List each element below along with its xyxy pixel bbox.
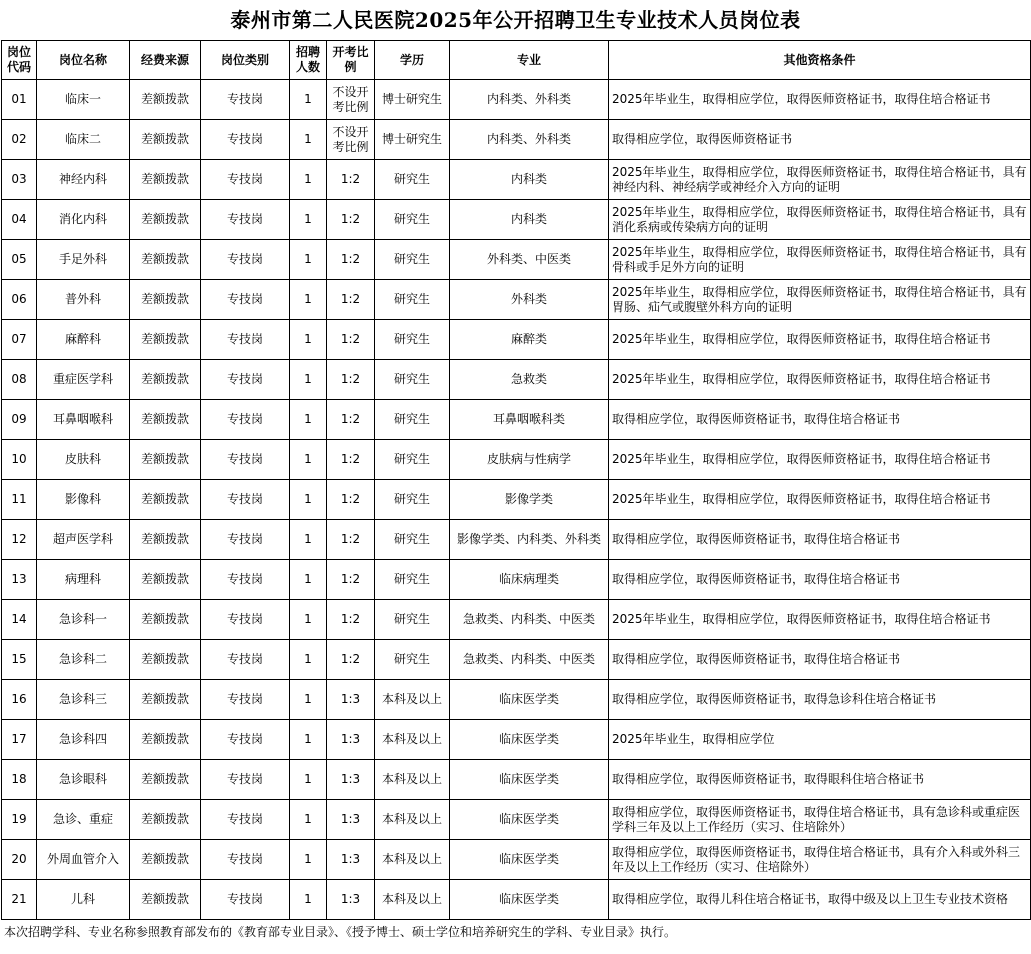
cell-education: 研究生 xyxy=(375,440,450,480)
cell-major: 外科类、中医类 xyxy=(450,240,609,280)
footnote: 本次招聘学科、专业名称参照教育部发布的《教育部专业目录》、《授予博士、硕士学位和培养研究生的学科、专业目录》执行。 xyxy=(4,925,677,939)
cell-name: 急诊科二 xyxy=(37,640,130,680)
cell-ratio: 不设开考比例 xyxy=(327,120,375,160)
cell-conditions: 2025年毕业生，取得相应学位，取得医师资格证书，取得住培合格证书 xyxy=(609,440,1031,480)
cell-code: 19 xyxy=(2,800,37,840)
cell-count: 1 xyxy=(290,200,327,240)
cell-ratio: 1:2 xyxy=(327,600,375,640)
cell-conditions: 取得相应学位，取得医师资格证书，取得住培合格证书 xyxy=(609,520,1031,560)
table-row xyxy=(2,480,1031,520)
cell-education: 研究生 xyxy=(375,560,450,600)
cell-category: 专技岗 xyxy=(201,520,290,560)
table-row xyxy=(2,360,1031,400)
cell-education: 本科及以上 xyxy=(375,760,450,800)
table-row xyxy=(2,760,1031,800)
cell-major: 影像学类、内科类、外科类 xyxy=(450,520,609,560)
cell-education: 本科及以上 xyxy=(375,800,450,840)
cell-category: 专技岗 xyxy=(201,800,290,840)
cell-name: 儿科 xyxy=(37,880,130,920)
cell-code: 16 xyxy=(2,680,37,720)
cell-major: 内科类 xyxy=(450,160,609,200)
cell-major: 影像学类 xyxy=(450,480,609,520)
table-row xyxy=(2,680,1031,720)
cell-education: 本科及以上 xyxy=(375,680,450,720)
header-major: 专业 xyxy=(450,41,609,80)
cell-major: 临床医学类 xyxy=(450,720,609,760)
cell-count: 1 xyxy=(290,440,327,480)
cell-major: 临床医学类 xyxy=(450,760,609,800)
cell-funding: 差额拨款 xyxy=(130,280,201,320)
cell-funding: 差额拨款 xyxy=(130,640,201,680)
cell-code: 20 xyxy=(2,840,37,880)
cell-funding: 差额拨款 xyxy=(130,880,201,920)
cell-name: 麻醉科 xyxy=(37,320,130,360)
header-count: 招聘人数 xyxy=(290,41,327,80)
cell-category: 专技岗 xyxy=(201,560,290,600)
cell-name: 急诊、重症 xyxy=(37,800,130,840)
cell-conditions: 2025年毕业生，取得相应学位，取得医师资格证书，取得住培合格证书，具有消化系病或传染病方向的证明 xyxy=(609,200,1031,240)
cell-funding: 差额拨款 xyxy=(130,200,201,240)
cell-name: 普外科 xyxy=(37,280,130,320)
page-title: 泰州市第二人民医院2025年公开招聘卫生专业技术人员岗位表 xyxy=(230,8,801,32)
cell-category: 专技岗 xyxy=(201,880,290,920)
cell-name: 手足外科 xyxy=(37,240,130,280)
cell-category: 专技岗 xyxy=(201,120,290,160)
cell-education: 博士研究生 xyxy=(375,120,450,160)
cell-education: 博士研究生 xyxy=(375,80,450,120)
cell-count: 1 xyxy=(290,280,327,320)
table-row xyxy=(2,200,1031,240)
cell-count: 1 xyxy=(290,480,327,520)
cell-major: 临床医学类 xyxy=(450,880,609,920)
cell-conditions: 2025年毕业生，取得相应学位，取得医师资格证书，取得住培合格证书 xyxy=(609,320,1031,360)
cell-code: 15 xyxy=(2,640,37,680)
cell-category: 专技岗 xyxy=(201,200,290,240)
table-row xyxy=(2,720,1031,760)
cell-conditions: 取得相应学位，取得医师资格证书，取得住培合格证书，具有介入科或外科三年及以上工作经历（实习、住培除外） xyxy=(609,840,1031,880)
cell-education: 研究生 xyxy=(375,480,450,520)
cell-funding: 差额拨款 xyxy=(130,240,201,280)
cell-name: 消化内科 xyxy=(37,200,130,240)
table-row xyxy=(2,320,1031,360)
table-row xyxy=(2,400,1031,440)
cell-name: 重症医学科 xyxy=(37,360,130,400)
cell-code: 04 xyxy=(2,200,37,240)
cell-code: 14 xyxy=(2,600,37,640)
cell-count: 1 xyxy=(290,320,327,360)
cell-name: 急诊科四 xyxy=(37,720,130,760)
cell-education: 研究生 xyxy=(375,400,450,440)
cell-conditions: 2025年毕业生，取得相应学位，取得医师资格证书，取得住培合格证书，具有神经内科、神经病学或神经介入方向的证明 xyxy=(609,160,1031,200)
cell-education: 研究生 xyxy=(375,240,450,280)
cell-education: 本科及以上 xyxy=(375,880,450,920)
cell-name: 超声医学科 xyxy=(37,520,130,560)
cell-name: 外周血管介入 xyxy=(37,840,130,880)
cell-name: 病理科 xyxy=(37,560,130,600)
cell-conditions: 取得相应学位，取得医师资格证书，取得住培合格证书 xyxy=(609,560,1031,600)
table-row xyxy=(2,600,1031,640)
cell-name: 神经内科 xyxy=(37,160,130,200)
cell-code: 03 xyxy=(2,160,37,200)
cell-code: 02 xyxy=(2,120,37,160)
cell-education: 研究生 xyxy=(375,200,450,240)
cell-category: 专技岗 xyxy=(201,640,290,680)
cell-funding: 差额拨款 xyxy=(130,320,201,360)
cell-ratio: 1:3 xyxy=(327,760,375,800)
table-row xyxy=(2,120,1031,160)
cell-major: 临床医学类 xyxy=(450,840,609,880)
cell-code: 10 xyxy=(2,440,37,480)
header-ratio: 开考比例 xyxy=(327,41,375,80)
cell-education: 研究生 xyxy=(375,600,450,640)
cell-ratio: 1:2 xyxy=(327,480,375,520)
cell-ratio: 1:2 xyxy=(327,280,375,320)
cell-conditions: 取得相应学位，取得医师资格证书，取得住培合格证书，具有急诊科或重症医学科三年及以上工作经历（实习、住培除外） xyxy=(609,800,1031,840)
cell-count: 1 xyxy=(290,80,327,120)
cell-major: 临床医学类 xyxy=(450,680,609,720)
cell-category: 专技岗 xyxy=(201,160,290,200)
cell-count: 1 xyxy=(290,360,327,400)
header-category: 岗位类别 xyxy=(201,41,290,80)
cell-funding: 差额拨款 xyxy=(130,160,201,200)
cell-funding: 差额拨款 xyxy=(130,80,201,120)
cell-conditions: 取得相应学位，取得医师资格证书 xyxy=(609,120,1031,160)
cell-category: 专技岗 xyxy=(201,240,290,280)
cell-count: 1 xyxy=(290,600,327,640)
cell-name: 急诊科三 xyxy=(37,680,130,720)
table-row xyxy=(2,520,1031,560)
header-conditions: 其他资格条件 xyxy=(609,41,1031,80)
cell-major: 耳鼻咽喉科类 xyxy=(450,400,609,440)
cell-category: 专技岗 xyxy=(201,280,290,320)
cell-count: 1 xyxy=(290,560,327,600)
cell-ratio: 1:2 xyxy=(327,440,375,480)
cell-education: 研究生 xyxy=(375,320,450,360)
cell-category: 专技岗 xyxy=(201,600,290,640)
cell-count: 1 xyxy=(290,840,327,880)
cell-education: 本科及以上 xyxy=(375,840,450,880)
header-funding: 经费来源 xyxy=(130,41,201,80)
cell-category: 专技岗 xyxy=(201,840,290,880)
cell-education: 研究生 xyxy=(375,520,450,560)
cell-code: 11 xyxy=(2,480,37,520)
cell-funding: 差额拨款 xyxy=(130,720,201,760)
cell-major: 急救类 xyxy=(450,360,609,400)
cell-count: 1 xyxy=(290,680,327,720)
cell-major: 急救类、内科类、中医类 xyxy=(450,640,609,680)
cell-code: 05 xyxy=(2,240,37,280)
cell-count: 1 xyxy=(290,720,327,760)
cell-category: 专技岗 xyxy=(201,720,290,760)
cell-funding: 差额拨款 xyxy=(130,800,201,840)
cell-category: 专技岗 xyxy=(201,320,290,360)
cell-major: 内科类 xyxy=(450,200,609,240)
cell-education: 研究生 xyxy=(375,280,450,320)
cell-count: 1 xyxy=(290,880,327,920)
cell-code: 21 xyxy=(2,880,37,920)
cell-code: 06 xyxy=(2,280,37,320)
cell-ratio: 1:3 xyxy=(327,680,375,720)
cell-ratio: 1:2 xyxy=(327,360,375,400)
cell-conditions: 取得相应学位，取得医师资格证书，取得住培合格证书 xyxy=(609,640,1031,680)
cell-conditions: 2025年毕业生，取得相应学位，取得医师资格证书，取得住培合格证书 xyxy=(609,80,1031,120)
cell-ratio: 1:2 xyxy=(327,400,375,440)
cell-funding: 差额拨款 xyxy=(130,840,201,880)
cell-category: 专技岗 xyxy=(201,680,290,720)
cell-category: 专技岗 xyxy=(201,80,290,120)
cell-name: 临床一 xyxy=(37,80,130,120)
cell-category: 专技岗 xyxy=(201,480,290,520)
positions-table xyxy=(1,40,1031,920)
cell-code: 09 xyxy=(2,400,37,440)
cell-category: 专技岗 xyxy=(201,400,290,440)
cell-conditions: 2025年毕业生，取得相应学位，取得医师资格证书，取得住培合格证书，具有骨科或手足外方向的证明 xyxy=(609,240,1031,280)
table-row xyxy=(2,880,1031,920)
cell-conditions: 取得相应学位，取得医师资格证书，取得急诊科住培合格证书 xyxy=(609,680,1031,720)
cell-count: 1 xyxy=(290,120,327,160)
cell-funding: 差额拨款 xyxy=(130,600,201,640)
cell-education: 研究生 xyxy=(375,640,450,680)
cell-ratio: 1:2 xyxy=(327,560,375,600)
header-name: 岗位名称 xyxy=(37,41,130,80)
cell-funding: 差额拨款 xyxy=(130,520,201,560)
header-education: 学历 xyxy=(375,41,450,80)
cell-funding: 差额拨款 xyxy=(130,760,201,800)
table-row xyxy=(2,640,1031,680)
cell-ratio: 不设开考比例 xyxy=(327,80,375,120)
cell-conditions: 2025年毕业生，取得相应学位，取得医师资格证书，取得住培合格证书 xyxy=(609,480,1031,520)
cell-name: 皮肤科 xyxy=(37,440,130,480)
cell-conditions: 2025年毕业生，取得相应学位，取得医师资格证书，取得住培合格证书 xyxy=(609,360,1031,400)
cell-category: 专技岗 xyxy=(201,440,290,480)
cell-funding: 差额拨款 xyxy=(130,120,201,160)
table-header-row xyxy=(2,41,1031,80)
cell-education: 本科及以上 xyxy=(375,720,450,760)
cell-ratio: 1:2 xyxy=(327,320,375,360)
cell-name: 急诊科一 xyxy=(37,600,130,640)
cell-count: 1 xyxy=(290,760,327,800)
cell-ratio: 1:3 xyxy=(327,840,375,880)
cell-conditions: 2025年毕业生，取得相应学位 xyxy=(609,720,1031,760)
table-row xyxy=(2,840,1031,880)
table-row xyxy=(2,280,1031,320)
cell-ratio: 1:2 xyxy=(327,200,375,240)
cell-funding: 差额拨款 xyxy=(130,360,201,400)
cell-funding: 差额拨款 xyxy=(130,680,201,720)
cell-category: 专技岗 xyxy=(201,360,290,400)
cell-count: 1 xyxy=(290,400,327,440)
table-row xyxy=(2,560,1031,600)
cell-education: 研究生 xyxy=(375,160,450,200)
table-row xyxy=(2,440,1031,480)
cell-funding: 差额拨款 xyxy=(130,560,201,600)
cell-code: 18 xyxy=(2,760,37,800)
cell-major: 内科类、外科类 xyxy=(450,80,609,120)
cell-conditions: 2025年毕业生，取得相应学位，取得医师资格证书，取得住培合格证书，具有胃肠、疝气或腹壁外科方向的证明 xyxy=(609,280,1031,320)
cell-major: 外科类 xyxy=(450,280,609,320)
cell-ratio: 1:2 xyxy=(327,640,375,680)
cell-name: 临床二 xyxy=(37,120,130,160)
cell-conditions: 取得相应学位，取得医师资格证书，取得眼科住培合格证书 xyxy=(609,760,1031,800)
cell-major: 临床病理类 xyxy=(450,560,609,600)
cell-funding: 差额拨款 xyxy=(130,480,201,520)
table-row xyxy=(2,800,1031,840)
cell-count: 1 xyxy=(290,240,327,280)
cell-ratio: 1:2 xyxy=(327,520,375,560)
table-row xyxy=(2,160,1031,200)
cell-name: 耳鼻咽喉科 xyxy=(37,400,130,440)
cell-code: 13 xyxy=(2,560,37,600)
cell-major: 内科类、外科类 xyxy=(450,120,609,160)
cell-ratio: 1:2 xyxy=(327,240,375,280)
cell-count: 1 xyxy=(290,160,327,200)
cell-education: 研究生 xyxy=(375,360,450,400)
cell-conditions: 取得相应学位，取得医师资格证书，取得住培合格证书 xyxy=(609,400,1031,440)
cell-code: 08 xyxy=(2,360,37,400)
cell-code: 17 xyxy=(2,720,37,760)
cell-major: 急救类、内科类、中医类 xyxy=(450,600,609,640)
cell-code: 01 xyxy=(2,80,37,120)
cell-funding: 差额拨款 xyxy=(130,440,201,480)
cell-code: 07 xyxy=(2,320,37,360)
cell-name: 急诊眼科 xyxy=(37,760,130,800)
cell-count: 1 xyxy=(290,640,327,680)
cell-funding: 差额拨款 xyxy=(130,400,201,440)
cell-code: 12 xyxy=(2,520,37,560)
cell-count: 1 xyxy=(290,520,327,560)
cell-major: 临床医学类 xyxy=(450,800,609,840)
cell-major: 麻醉类 xyxy=(450,320,609,360)
cell-major: 皮肤病与性病学 xyxy=(450,440,609,480)
table-row xyxy=(2,240,1031,280)
cell-conditions: 2025年毕业生，取得相应学位，取得医师资格证书，取得住培合格证书 xyxy=(609,600,1031,640)
cell-category: 专技岗 xyxy=(201,760,290,800)
cell-ratio: 1:3 xyxy=(327,720,375,760)
cell-count: 1 xyxy=(290,800,327,840)
cell-name: 影像科 xyxy=(37,480,130,520)
table-row xyxy=(2,80,1031,120)
cell-ratio: 1:3 xyxy=(327,880,375,920)
cell-ratio: 1:2 xyxy=(327,160,375,200)
cell-conditions: 取得相应学位，取得儿科住培合格证书，取得中级及以上卫生专业技术资格 xyxy=(609,880,1031,920)
cell-ratio: 1:3 xyxy=(327,800,375,840)
header-code: 岗位代码 xyxy=(2,41,37,80)
